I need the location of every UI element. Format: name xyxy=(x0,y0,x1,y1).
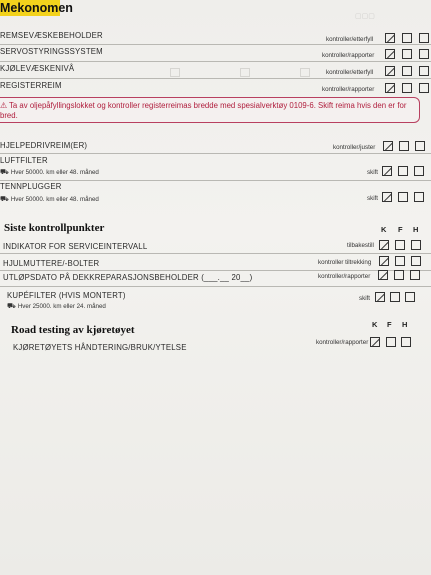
bleed-through-text: ▢▢▢ xyxy=(355,13,375,20)
checkbox-k[interactable] xyxy=(379,240,389,250)
checkbox-k[interactable] xyxy=(370,337,380,347)
checkbox-h[interactable] xyxy=(401,337,411,347)
checkbox-f[interactable] xyxy=(394,270,404,280)
row-action: kontroller/rapporter xyxy=(322,52,375,59)
row-action: skift xyxy=(367,169,379,176)
row-divider xyxy=(0,253,431,254)
checkbox-k[interactable] xyxy=(382,166,392,176)
checkbox-f[interactable] xyxy=(402,83,412,93)
checklist-row xyxy=(0,155,431,179)
row-action: kontroller/rapporter xyxy=(316,339,369,346)
row-label: KJØLEVÆSKENIVÅ xyxy=(0,64,75,73)
checklist-row xyxy=(0,255,431,271)
column-k: K xyxy=(381,225,387,234)
checkbox-k[interactable] xyxy=(385,66,395,76)
checkbox-f[interactable] xyxy=(390,292,400,302)
checkbox-k[interactable] xyxy=(382,192,392,202)
row-label: KJØRETØYETS HÅNDTERING/BRUK/YTELSE xyxy=(13,343,187,352)
row-interval: ⛟ Hver 50000. km eller 48. måned xyxy=(0,196,99,203)
row-label: SERVOSTYRINGSSYSTEM xyxy=(0,47,103,56)
checklist-row xyxy=(0,28,431,44)
row-label: HJELPEDRIVREIM(ER) xyxy=(0,141,88,150)
checkbox-k[interactable] xyxy=(378,270,388,280)
warning-triangle-icon: ⚠ xyxy=(0,101,7,110)
row-action: kontroller tiltrekking xyxy=(318,259,372,266)
checklist-row xyxy=(0,62,431,78)
checklist-row xyxy=(0,45,431,61)
row-action: tilbakestill xyxy=(347,242,374,249)
checkbox-f[interactable] xyxy=(398,166,408,176)
checkbox-h[interactable] xyxy=(405,292,415,302)
checkbox-h[interactable] xyxy=(410,270,420,280)
checkbox-k[interactable] xyxy=(385,33,395,43)
row-divider xyxy=(0,286,431,287)
checkbox-k[interactable] xyxy=(375,292,385,302)
checkbox-f[interactable] xyxy=(395,240,405,250)
column-f: F xyxy=(387,320,392,329)
warning-callout xyxy=(0,97,420,123)
row-action: kontroller/rapporter xyxy=(318,273,371,280)
checkbox-h[interactable] xyxy=(414,166,424,176)
checkbox-h[interactable] xyxy=(419,49,429,59)
checkbox-k[interactable] xyxy=(383,141,393,151)
column-h: H xyxy=(402,320,408,329)
row-action: kontroller/etterfyll xyxy=(326,36,374,43)
row-label: LUFTFILTER xyxy=(0,156,48,165)
checkbox-k[interactable] xyxy=(379,256,389,266)
checkbox-f[interactable] xyxy=(402,49,412,59)
column-f: F xyxy=(398,225,403,234)
row-label: TENNPLUGGER xyxy=(0,182,62,191)
column-h: H xyxy=(413,225,419,234)
warning-text xyxy=(0,101,414,121)
row-action: skift xyxy=(367,195,379,202)
checkbox-f[interactable] xyxy=(402,33,412,43)
section-title: Road testing av kjøretøyet xyxy=(11,324,135,336)
row-label: INDIKATOR FOR SERVICEINTERVALL xyxy=(3,242,148,251)
row-action: kontroller/juster xyxy=(333,144,376,151)
row-label: REGISTERREIM xyxy=(0,81,62,90)
warning-message: Ta av oljepåfyllingslokket og kontroller registerreimas bredde med spesialverktøy 0109-6. Skift reima hvis den er for bred. xyxy=(0,101,407,120)
checkbox-h[interactable] xyxy=(411,256,421,266)
checkbox-k[interactable] xyxy=(385,49,395,59)
row-divider xyxy=(0,153,431,154)
checkbox-f[interactable] xyxy=(399,141,409,151)
checkbox-f[interactable] xyxy=(386,337,396,347)
car-service-icon: ⛟ xyxy=(0,169,9,176)
row-interval: ⛟ Hver 50000. km eller 48. måned xyxy=(0,169,99,176)
row-action: kontroller/rapporter xyxy=(322,86,375,93)
row-action: kontroller/etterfyll xyxy=(326,69,374,76)
row-action: skift xyxy=(359,295,371,302)
checklist-row xyxy=(0,288,431,314)
checklist-row xyxy=(0,337,431,353)
car-service-icon: ⛟ xyxy=(7,303,16,310)
checkbox-f[interactable] xyxy=(395,256,405,266)
checkbox-f[interactable] xyxy=(398,192,408,202)
section-title: Siste kontrollpunkter xyxy=(4,222,105,234)
checkbox-h[interactable] xyxy=(414,192,424,202)
checkbox-h[interactable] xyxy=(419,33,429,43)
car-service-icon: ⛟ xyxy=(0,196,9,203)
row-interval: ⛟ Hver 25000. km eller 24. måned xyxy=(7,303,106,310)
column-k: K xyxy=(372,320,378,329)
checkbox-h[interactable] xyxy=(419,83,429,93)
row-label: HJULMUTTERE/-BOLTER xyxy=(3,259,100,268)
checkbox-f[interactable] xyxy=(402,66,412,76)
checklist-row xyxy=(0,79,431,95)
row-label: REMSEVÆSKEBEHOLDER xyxy=(0,31,103,40)
checklist-row xyxy=(0,181,431,205)
brand-title: Mekonomen xyxy=(0,1,73,15)
checkbox-h[interactable] xyxy=(419,66,429,76)
checkbox-h[interactable] xyxy=(415,141,425,151)
row-label: UTLØPSDATO PÅ DEKKREPARASJONSBEHOLDER (___.__ 20__) xyxy=(3,273,253,282)
row-label: KUPÉFILTER (HVIS MONTERT) xyxy=(7,291,126,300)
checkbox-k[interactable] xyxy=(385,83,395,93)
checklist-row xyxy=(0,270,431,286)
checkbox-h[interactable] xyxy=(411,240,421,250)
